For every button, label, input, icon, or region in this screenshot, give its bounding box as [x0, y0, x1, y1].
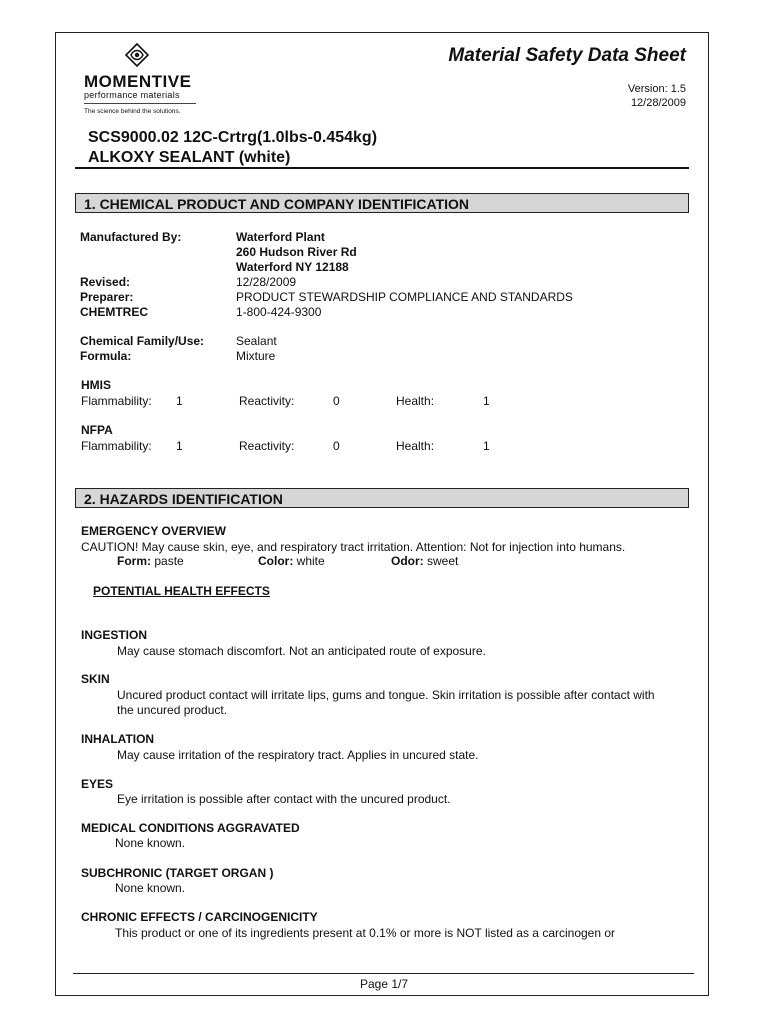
nfpa-health-label: Health:	[396, 439, 435, 453]
inhalation-heading: INHALATION	[81, 732, 155, 746]
product-line-2: ALKOXY SEALANT (white)	[88, 149, 291, 166]
revised-value: 12/28/2009	[236, 275, 297, 289]
page-border	[55, 32, 709, 996]
momentive-logo-icon	[122, 42, 152, 68]
potential-health-effects-heading: POTENTIAL HEALTH EFFECTS	[93, 584, 270, 598]
revised-label: Revised:	[80, 275, 131, 289]
preparer-value: PRODUCT STEWARDSHIP COMPLIANCE AND STANDARDS	[236, 290, 573, 304]
logo-subtitle: performance materials	[84, 90, 180, 100]
logo-name: MOMENTIVE	[84, 72, 192, 91]
eyes-text: Eye irritation is possible after contact with the uncured product.	[117, 792, 451, 806]
nfpa-label: NFPA	[81, 423, 113, 437]
chronic-effects-text: This product or one of its ingredients present at 0.1% or more is NOT listed as a carcinogen or	[115, 926, 616, 940]
page-number: Page 1/7	[360, 977, 409, 991]
nfpa-flammability-label: Flammability:	[81, 439, 152, 453]
footer-divider	[73, 973, 694, 974]
chemical-family-label: Chemical Family/Use:	[80, 334, 205, 348]
hmis-label: HMIS	[81, 378, 111, 392]
color-label: Color:	[258, 554, 294, 568]
odor-value: sweet	[427, 554, 459, 568]
medical-conditions-text: None known.	[115, 836, 186, 850]
skin-text-line-1: Uncured product contact will irritate lips, gums and tongue. Skin irritation is possible after contact with	[117, 688, 655, 702]
product-line-1: SCS9000.02 12C-Crtrg(1.0lbs-0.454kg)	[88, 129, 378, 146]
form-label: Form:	[117, 554, 151, 568]
formula-value: Mixture	[236, 349, 276, 363]
formula-label: Formula:	[80, 349, 132, 363]
hmis-reactivity-label: Reactivity:	[239, 394, 295, 408]
eyes-heading: EYES	[81, 777, 114, 791]
caution-text: CAUTION! May cause skin, eye, and respiratory tract irritation. Attention: Not for injection into humans.	[81, 540, 626, 554]
hmis-flammability-label: Flammability:	[81, 394, 152, 408]
version-block	[628, 82, 686, 110]
subchronic-heading: SUBCHRONIC (TARGET ORGAN )	[81, 866, 274, 880]
form-row	[117, 554, 184, 568]
nfpa-health-value: 1	[483, 439, 490, 453]
manufacturer-line-1: Waterford Plant	[236, 230, 325, 244]
form-value: paste	[154, 554, 184, 568]
logo-divider	[84, 103, 196, 104]
odor-row	[391, 554, 458, 568]
inhalation-text: May cause irritation of the respiratory tract. Applies in uncured state.	[117, 748, 479, 762]
medical-conditions-heading: MEDICAL CONDITIONS AGGRAVATED	[81, 821, 300, 835]
document-title: Material Safety Data Sheet	[448, 45, 686, 66]
chronic-effects-heading: CHRONIC EFFECTS / CARCINOGENICITY	[81, 910, 318, 924]
hmis-flammability-value: 1	[176, 394, 183, 408]
color-row	[258, 554, 325, 568]
nfpa-reactivity-value: 0	[333, 439, 340, 453]
chemtrec-label: CHEMTREC	[80, 305, 148, 319]
version-date: 12/28/2009	[630, 97, 686, 109]
version-label: Version: 1.5	[627, 83, 686, 95]
skin-heading: SKIN	[81, 672, 110, 686]
logo-tagline: The science behind the solutions.	[84, 108, 181, 115]
section-1-heading: 1. CHEMICAL PRODUCT AND COMPANY IDENTIFICATION	[75, 193, 689, 213]
emergency-overview-heading: EMERGENCY OVERVIEW	[81, 524, 226, 538]
hmis-reactivity-value: 0	[333, 394, 340, 408]
preparer-label: Preparer:	[80, 290, 134, 304]
nfpa-reactivity-label: Reactivity:	[239, 439, 295, 453]
manufacturer-line-2: 260 Hudson River Rd	[236, 245, 357, 259]
header-divider	[75, 167, 689, 169]
subchronic-text: None known.	[115, 881, 186, 895]
odor-label: Odor:	[391, 554, 424, 568]
nfpa-flammability-value: 1	[176, 439, 183, 453]
ingestion-heading: INGESTION	[81, 628, 148, 642]
chemtrec-value: 1-800-424-9300	[236, 305, 322, 319]
hmis-health-value: 1	[483, 394, 490, 408]
color-value: white	[296, 554, 325, 568]
manufactured-by-label: Manufactured By:	[80, 230, 182, 244]
hmis-health-label: Health:	[396, 394, 435, 408]
skin-text-line-2: the uncured product.	[117, 703, 228, 717]
chemical-family-value: Sealant	[236, 334, 277, 348]
section-2-heading: 2. HAZARDS IDENTIFICATION	[75, 488, 689, 508]
manufacturer-line-3: Waterford NY 12188	[236, 260, 349, 274]
product-name	[88, 128, 377, 168]
ingestion-text: May cause stomach discomfort. Not an anticipated route of exposure.	[117, 644, 486, 658]
